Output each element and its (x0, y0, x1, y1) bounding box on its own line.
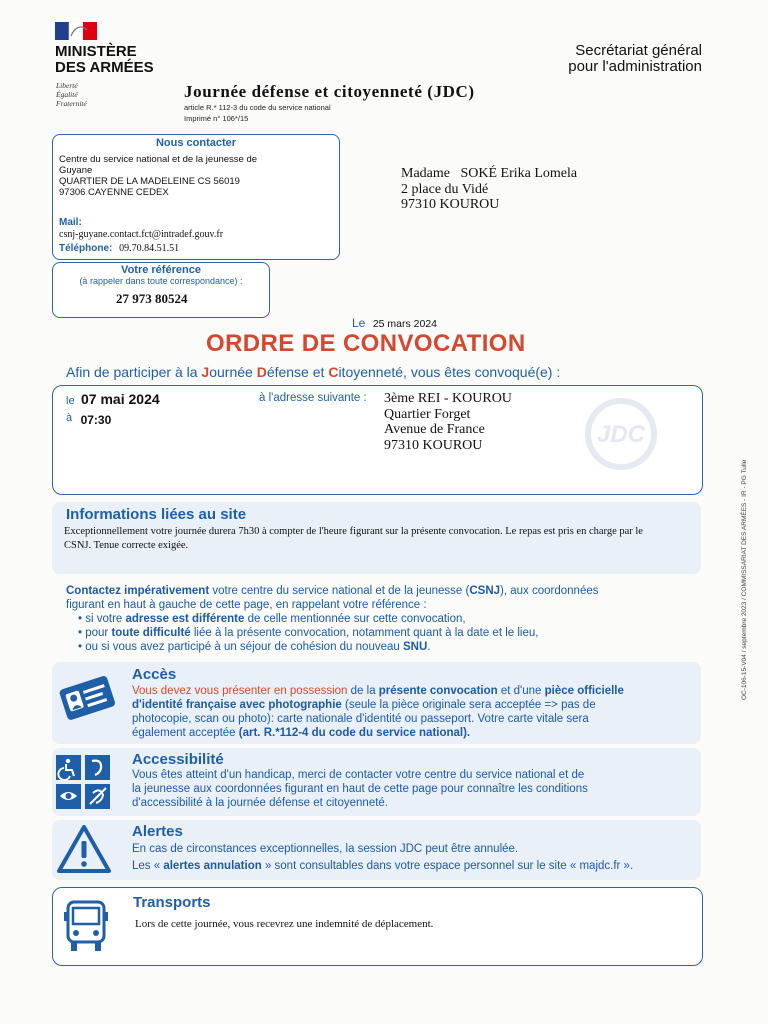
marianne-logo (55, 22, 97, 40)
intro-part4: itoyenneté, vous êtes convoqué(e) : (338, 364, 561, 380)
contact-address (59, 154, 257, 198)
transports-title: Transports (133, 894, 211, 911)
accessibilite-l1: Vous êtes atteint d'un handicap, merci de contacter votre centre du service national et de (132, 769, 585, 781)
transports-box (52, 887, 703, 966)
acces-panel (52, 662, 701, 744)
accessibility-icons (56, 755, 112, 816)
info-site-line1: Exceptionnellement votre journée durera 7h30 à compter de l'heure figurant sur la présente convocation. Le repas est pris en charge par le (64, 526, 643, 537)
bullet-snu: • ou si vous avez participé à un séjour de cohésion du nouveau SNU. (78, 641, 431, 653)
ministry-line1: MINISTÈRE (55, 43, 137, 60)
jdc-watermark-icon (585, 398, 657, 470)
convocation-day: 07 mai 2024 (81, 391, 160, 407)
date-value: 25 mars 2024 (372, 318, 438, 330)
address-line1: QUARTIER DE LA MADELEINE CS 56019 (59, 176, 240, 187)
mail-label: Mail: (59, 217, 82, 228)
secretariat-line1: Secrétariat général (575, 42, 702, 59)
a-label: à (66, 412, 73, 424)
convocation-box (52, 385, 703, 495)
accessibilite-title: Accessibilité (132, 751, 224, 768)
day-row (66, 391, 160, 409)
accessibilite-text (132, 768, 698, 810)
side-code: OC-106-15-V04 / septembre 2023 / COMMISSARIAT DES ARMÉES - IR - PG Tulle (741, 459, 748, 700)
accessibilite-l3: d'accessibilité à la journée défense et citoyenneté. (132, 797, 388, 809)
bullet-adresse: • si votre adresse est différente de celle mentionnée sur cette convocation, (78, 613, 466, 625)
reference-box (52, 262, 270, 318)
recipient-name: Madame SOKÉ Erika Lomela (401, 166, 578, 181)
le-label: le (66, 395, 75, 407)
reference-title: Votre référence (121, 264, 201, 276)
center-line1: Centre du service national et de la jeunesse de (59, 154, 258, 165)
alertes-panel (52, 820, 701, 880)
jdc-watermark-text: JDC (596, 421, 645, 448)
id-card-icon (58, 674, 116, 725)
reference-subtitle: (à rappeler dans toute correspondance) : (79, 276, 243, 286)
phone-value[interactable]: 09.70.84.51.51 (119, 243, 180, 254)
intro-j: J (201, 364, 210, 380)
accessibilite-l2: la jeunesse aux coordonnées figurant en haut de cette page pour connaître les conditions (132, 783, 588, 795)
contact-title: Nous contacter (155, 137, 237, 149)
ministry-line2: DES ARMÉES (55, 59, 154, 76)
acces-convocation: présente convocation (378, 685, 498, 697)
ministry-name (55, 44, 154, 76)
convocation-address-line2: Quartier Forget (384, 406, 471, 422)
info-site-panel (52, 502, 701, 574)
accessibilite-panel (52, 748, 701, 816)
time-row (66, 408, 111, 426)
acces-text: Vous devez vous présenter en possession de la présente convocation et d'une pièce officielle d'identité française avec photographie (seule la pièce originale sera acceptée => pas de photocopie, scan ou photo): carte nationale d'identité ou passeport. Votre carte vitale sera également acceptée (art. R.*112-4 du code du service national). (132, 684, 698, 740)
contact-csnj-l1: votre centre du service national et de la jeunesse ( (209, 585, 470, 597)
secretariat-line2: pour l'administration (568, 58, 702, 75)
info-site-line2: CSNJ. Tenue correcte exigée. (64, 540, 189, 551)
secretariat (568, 43, 702, 75)
contact-csnj-block (66, 584, 706, 654)
intro-part3: éfense et (266, 364, 329, 380)
date-label: Le (352, 316, 366, 330)
bus-icon (63, 900, 109, 959)
contact-csnj-bold: Contactez impérativement (66, 585, 210, 597)
address-line2: 97306 CAYENNE CEDEX (59, 187, 169, 198)
convocation-address-line3: Avenue de France (384, 422, 485, 437)
acces-article: (art. R.*112-4 du code du service national). (238, 727, 471, 739)
convocation-title: ORDRE DE CONVOCATION (206, 330, 526, 357)
info-site-title: Informations liées au site (66, 506, 247, 523)
doc-title: Journée défense et citoyenneté (JDC) (184, 82, 475, 101)
intro-part1: Afin de participer à la (66, 364, 202, 380)
intro-c: C (328, 364, 339, 380)
contact-csnj-l1-end: ), aux coordonnées (500, 585, 599, 597)
recipient-city: 97310 KOUROU (401, 197, 500, 212)
mail-value[interactable]: csnj-guyane.contact.fct@intradef.gouv.fr (59, 229, 224, 240)
motto (56, 81, 87, 108)
transports-text: Lors de cette journée, vous recevrez une indemnité de déplacement. (135, 918, 434, 930)
motto-egalite: Égalité (56, 90, 78, 99)
phone-row (59, 243, 179, 254)
warning-icon (56, 824, 112, 879)
article-ref: article R.* 112-3 du code du service national (184, 103, 331, 112)
imprime-ref: Imprimé n° 106*/15 (184, 114, 249, 123)
acces-red: Vous devez vous présenter en possession (132, 685, 348, 697)
alertes-text: En cas de circonstances exceptionnelles, la session JDC peut être annulée. Les « alertes annulation » sont consultables dans votre espace personnel sur le site « majdc.fr ». (132, 841, 698, 875)
convocation-address-line4: 97310 KOUROU (384, 437, 483, 453)
recipient-street: 2 place du Vidé (401, 181, 489, 197)
alertes-l1: En cas de circonstances exceptionnelles, la session JDC peut être annulée. (132, 843, 519, 855)
acces-title: Accès (132, 666, 177, 683)
contact-csnj-l2: figurant en haut à gauche de cette page, en rappelant votre référence : (66, 599, 427, 611)
reference-value: 27 973 80524 (116, 291, 188, 306)
phone-label: Téléphone: (59, 243, 113, 254)
intro-part2: ournée (209, 364, 257, 380)
center-line2: Guyane (59, 165, 93, 176)
contact-box (52, 134, 340, 260)
alertes-annulation: alertes annulation (163, 860, 262, 872)
convocation-intro (66, 364, 560, 380)
intro-d: D (256, 364, 267, 380)
address-label: à l'adresse suivante : (259, 392, 367, 404)
motto-liberte: Liberté (56, 81, 78, 90)
acces-identite: d'identité française avec photographie (132, 699, 342, 711)
convocation-address-line1: 3ème REI - KOUROU (384, 391, 512, 406)
convocation-address (384, 391, 512, 453)
bullet-difficulte: • pour toute difficulté liée à la présente convocation, notamment quant à la date et le lieu, (78, 627, 539, 639)
acces-l3: photocopie, scan ou photo): carte nationale d'identité ou passeport. Votre carte vitale sera (132, 713, 589, 725)
motto-fraternite: Fraternité (56, 99, 87, 108)
csnj-acronym: CSNJ (469, 585, 501, 597)
alertes-title: Alertes (132, 823, 183, 840)
recipient-address (401, 166, 577, 213)
convocation-time: 07:30 (80, 413, 112, 427)
acces-piece: pièce officielle (544, 685, 624, 697)
info-site-text (64, 525, 704, 553)
